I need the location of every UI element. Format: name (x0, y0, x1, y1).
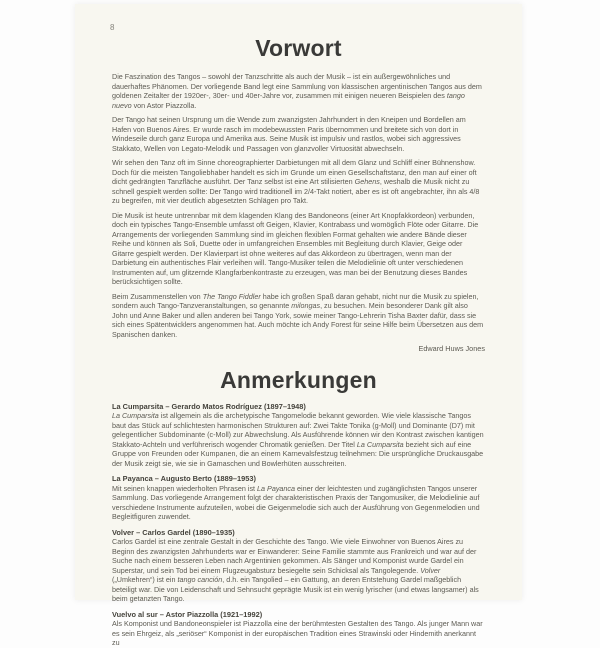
piece-heading-la-cumparsita: La Cumparsita – Gerardo Matos Rodríguez (1897–1948) (112, 401, 306, 411)
book-page (75, 4, 522, 647)
piece-heading-volver: Volver – Carlos Gardel (1890–1935) (112, 527, 235, 537)
piece-heading-vuelvo-al-sur: Vuelvo al sur – Astor Piazzolla (1921–1992) (112, 609, 263, 619)
vorwort-paragraph-2: Der Tango hat seinen Ursprung um die Wende zum zwanzigsten Jahrhundert in den Kneipen und Bordellen am Hafen von Buenos Aires. Er wurde rasch im modebewussten Paris übernommen und breitete sich von dort in Windeseile durch ganz Europa und Amerika aus. Seine Musik ist impulsiv und rastlos, wobei sich aggressives Stakkato, Wellen von Legato-Melodik und Passagen von glanzvoller Virtuosität abwechseln. (112, 115, 466, 153)
vorwort-paragraph-3: Wir sehen den Tanz oft im Sinne choreographierter Darbietungen mit all dem Glanz und Schliff einer Bühnenshow. Doch für die meisten Tangoliebhaber handelt es sich im Grunde um einen Gesellschaftstanz, den man auf einer oft dicht gedrängten Tanzfläche ausführt. Der Tanz selbst ist eine Art stilisierten Gehens, weshalb die Musik nicht zu schnell gespielt werden sollte: Der Tango wird traditionell im 2/4-Takt notiert, aber es ist oft angebrachter, ihn als 4/8 zu begreifen, mit vier deutlich abgesetzten Schlägen pro Takt. (112, 158, 480, 205)
piece-description-volver: Carlos Gardel ist eine zentrale Gestalt in der Geschichte des Tango. Wie viele Einwohner von Buenos Aires zu Beginn des zwanzigsten Jahrhunderts war er Einwanderer: Seine Familie stammte aus Frankreich und war auf der Suche nach einem besseren Leben nach Argentinien gekommen. Als Sänger und Komponist wurde Gardel ein Superstar, und sein Tod bei einem Flugzeugabsturz besiegelte sein Schicksal als Tangolegende. Volver („Umkehren“) ist ein tango canción, d.h. ein Tangolied – ein Gattung, an deren Entstehung Gardel maßgeblich beteiligt war. Die von Leidenschaft und Sehnsucht geprägte Musik ist ein wenig lyrischer (und etwas langsamer) als beim getanzten Tango. (112, 537, 479, 603)
vorwort-title: Vorwort (255, 35, 342, 61)
piece-description-vuelvo-al-sur: Als Komponist und Bandoneonspieler ist Piazzolla eine der berühmtesten Gestalten des Tango. Als junger Mann war es sein Ehrgeiz, als „seriöser“ Komponist in der europäischen Tradition eines Strawinski oder Hindemith anerkannt zu (112, 619, 483, 647)
vorwort-paragraph-1: Die Faszination des Tangos – sowohl der Tanzschritte als auch der Musik – ist ein außergewöhnliches und dauerhaftes Phänomen. Der vorliegende Band legt eine Sammlung von klassischen argentinischen Tangos aus dem goldenen Zeitalter der 1920er-, 30er- und 40er-Jahre vor, zusammen mit einigen neueren Beispielen des tango nuevo von Astor Piazzolla. (112, 72, 482, 110)
page-content (75, 4, 522, 648)
piece-description-la-payanca: Mit seinen knappen wiederholten Phrasen ist La Payanca einer der leichtesten und zugänglichsten Tangos unserer Sammlung. Das vorliegende Arrangement folgt der charakteristischen Praxis der Tangomusiker, die Melodielinie auf verschiedene Instrumente aufzuteilen, wobei die Geigenmelodie sich auch der Ausführung von Gegenmelodien und Begleitfiguren zuwendet. (112, 483, 480, 521)
vorwort-paragraph-4: Die Musik ist heute untrennbar mit dem klagenden Klang des Bandoneons (einer Art Knopfakkordeon) verbunden, doch ein typisches Tango-Ensemble umfasst oft Geigen, Klavier, Kontrabass und womöglich Flöte oder Gitarre. Die Arrangements der vorliegenden Sammlung sind im gleichen flexiblen Format gehalten wie andere Bände dieser Reihe und können als Soli, Duette oder in umfangreichen Ensembles mit Begleitung durch Klavier, Geige oder Gitarre gespielt werden. Der Klavierpart ist ohne weiteres auf das Akkordeon zu übertragen, wenn man der Darbietung ein authentisches Flair verleihen will. Tango-Musiker teilen die Melodielinie oft unter verschiedenen Instrumenten auf, um glitzernde Klangfarbenkontraste zu erzeugen, was man bei der Benutzung dieses Bandes berücksichtigen sollte. (112, 210, 479, 286)
page-number: 8 (110, 23, 115, 32)
anmerkungen-title: Anmerkungen (220, 366, 377, 393)
piece-heading-la-payanca: La Payanca – Augusto Berto (1889–1953) (112, 474, 256, 483)
vorwort-paragraph-5: Beim Zusammenstellen von The Tango Fiddler habe ich großen Spaß daran gehabt, nicht nur die Musik zu spielen, sondern auch Tango-Tanzveranstaltungen, so genannte milongas, zu besuchen. Mein besonderer Dank gilt also John und Anne Baker und allen anderen bei Tango York, sowie meiner Tango-Lehrerin Tisha Baxter dafür, dass sie sich eines Spätentwicklers angenommen hat. Auch möchte ich Andy Forest für seine Hilfe beim Übersetzen aus dem Spanischen danken. (112, 291, 484, 339)
author-signature: Edward Huws Jones (418, 344, 485, 353)
piece-description-la-cumparsita: La Cumparsita ist allgemein als die archetypische Tangomelodie bekannt geworden. Wie viele klassische Tangos baut das Stück auf schlichtesten harmonischen Strukturen auf: Zwei Takte Tonika (g-Moll) und Dominante (D7) mit gelegentlicher Subdominante (c-Moll) zur Abwechslung. Als Ausführende können wir den Kontrast zwischen kantigen Stakkato-Achteln und verführerisch wogender Chromatik genießen. Der Titel La Cumparsita bezieht sich auf eine Gruppe von Freunden oder Kumpanen, die an einem Karnevalsfestzug teilnehmen: Die ursprüngliche Druckausgabe der Musik zeigt sie, wie sie in Gamaschen und Bowlerhüten ausschreiten. (112, 411, 484, 468)
